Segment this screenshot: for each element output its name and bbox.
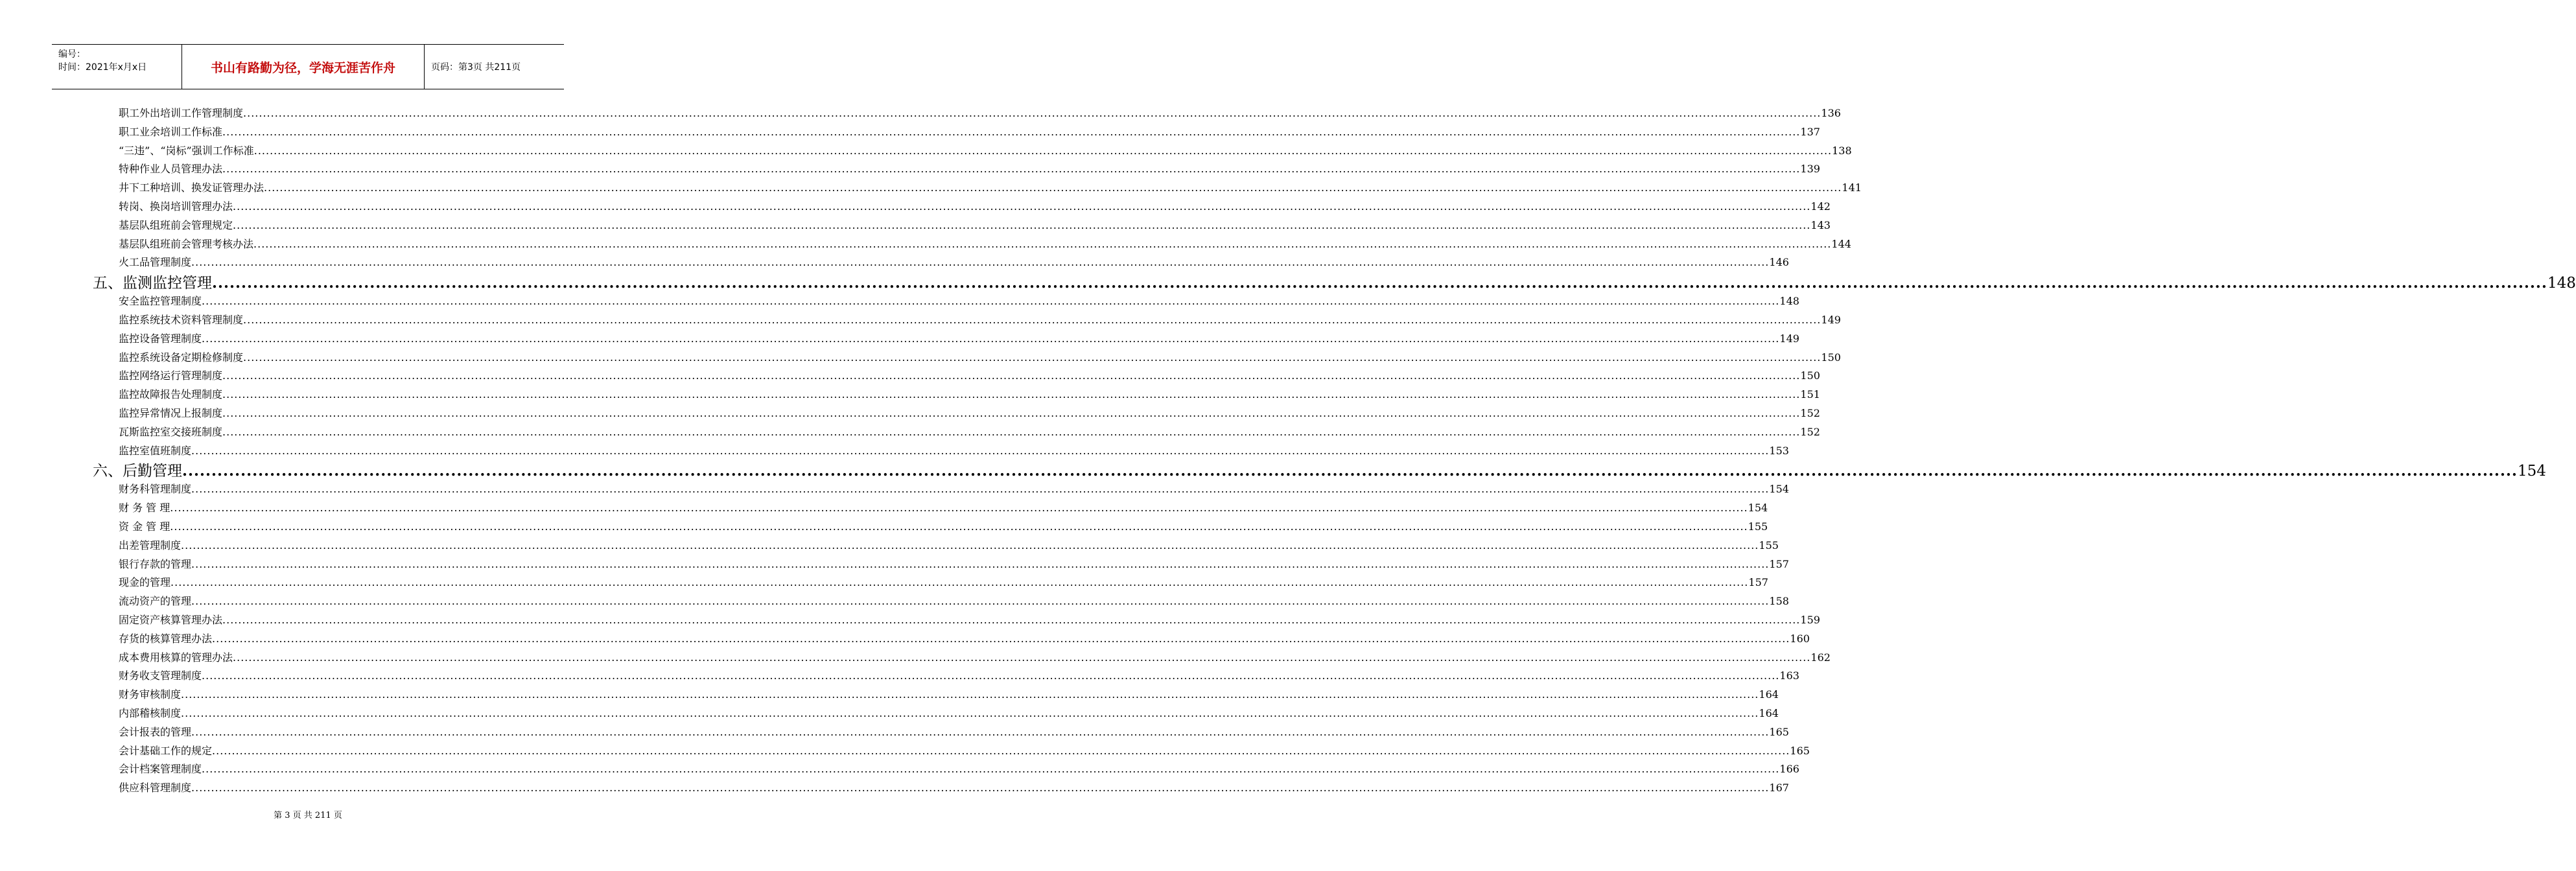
toc-entry-title: 现金的管理 [119,576,171,589]
toc-entry-page-number: 146 [1769,256,1789,269]
toc-dot-leader: ................................................................................................................................................................................................................................................................................................................................................................................................................ [191,483,1770,496]
toc-entry-title: 财务科管理制度 [119,483,192,496]
toc-entry-page-number: 139 [1800,163,1820,176]
toc-dot-leader: ................................................................................................................................................................................................................................................................................................................................................................................................................ [222,163,1801,176]
toc-entry[interactable] [119,425,1820,439]
toc-entry-page-number: 138 [1832,144,1852,157]
toc-entry[interactable] [119,781,1789,795]
toc-entry-page-number: 148 [1779,295,1799,308]
toc-entry-title: 职工外出培训工作管理制度 [119,107,244,119]
toc-entry-page-number: 143 [1810,218,1831,231]
toc-entry[interactable] [119,632,1810,646]
toc-entry-title: 基层队组班前会管理考核办法 [119,237,254,250]
toc-entry-title: 会计档案管理制度 [119,763,202,776]
toc-entry[interactable] [119,651,1831,665]
toc-entry-title: 五、监测监控管理 [93,275,212,292]
toc-entry-page-number: 157 [1769,557,1789,570]
toc-entry-title: 固定资产核算管理办法 [119,614,223,626]
toc-entry[interactable] [119,501,1768,515]
toc-entry-page-number: 159 [1800,614,1820,626]
toc-entry-page-number: 167 [1769,782,1789,795]
toc-entry[interactable] [119,539,1779,553]
toc-entry-page-number: 150 [1821,351,1841,364]
toc-dot-leader: ................................................................................................................................................................................................................................................................................................................................................................................................................ [191,557,1770,570]
toc-dot-leader: ................................................................................................................................................................................................................................................................................................................................................................................................................ [191,444,1770,457]
toc-entry-page-number: 151 [1800,388,1820,401]
page-footer: 第 3 页 共 211 页 [274,811,342,820]
toc-entry-page-number: 148 [2547,275,2576,292]
toc-dot-leader: ................................................................................................................................................................................................................................................................................................................................................................................................................ [212,744,1790,757]
toc-entry-title: 井下工种培训、换发证管理办法 [119,181,264,194]
toc-entry[interactable] [119,744,1810,758]
toc-entry-title: 特种作业人员管理办法 [119,163,223,176]
toc-entry-page-number: 141 [1842,181,1862,194]
toc-entry-title: 安全监控管理制度 [119,295,202,308]
toc-entry[interactable] [119,575,1768,590]
toc-dot-leader: ................................................................................................................................................................................................................................................................................................................................................................................................................ [212,274,2547,292]
toc-dot-leader: ................................................................................................................................................................................................................................................................................................................................................................................................................ [191,782,1770,795]
toc-entry[interactable] [119,725,1789,739]
toc-entry-title: 监控异常情况上报制度 [119,407,223,419]
document-time-label: 时间：2021年x月x日 [58,62,147,73]
toc-entry-page-number: 152 [1800,425,1820,438]
toc-entry[interactable] [119,332,1799,346]
toc-entry[interactable] [119,594,1789,609]
toc-entry-page-number: 136 [1821,107,1841,119]
toc-dot-leader: ................................................................................................................................................................................................................................................................................................................................................................................................................ [222,388,1801,401]
toc-entry[interactable] [119,669,1799,683]
toc-entry-title: 银行存款的管理 [119,557,192,570]
toc-dot-leader: ................................................................................................................................................................................................................................................................................................................................................................................................................ [222,125,1801,138]
toc-entry[interactable] [119,181,1862,195]
toc-entry-title: 监控系统技术资料管理制度 [119,314,244,326]
toc-entry-title: 存货的核算管理办法 [119,632,213,645]
toc-entry-page-number: 155 [1759,539,1779,552]
toc-dot-leader: ................................................................................................................................................................................................................................................................................................................................................................................................................ [181,688,1759,701]
toc-entry[interactable] [119,444,1789,458]
toc-entry-page-number: 160 [1790,632,1810,645]
toc-entry-page-number: 164 [1759,707,1779,719]
toc-dot-leader: ................................................................................................................................................................................................................................................................................................................................................................................................................ [233,218,1811,231]
toc-entry-page-number: 165 [1769,725,1789,738]
toc-entry-title: 成本费用核算的管理办法 [119,651,233,664]
toc-entry[interactable] [119,200,1831,214]
toc-dot-leader: ................................................................................................................................................................................................................................................................................................................................................................................................................ [264,181,1842,194]
toc-entry[interactable] [119,406,1820,421]
toc-entry-page-number: 157 [1748,576,1768,589]
toc-entry[interactable] [119,613,1820,627]
toc-entry[interactable] [119,106,1841,121]
toc-entry[interactable] [119,388,1820,402]
toc-dot-leader: ................................................................................................................................................................................................................................................................................................................................................................................................................ [202,763,1780,776]
toc-dot-leader: ................................................................................................................................................................................................................................................................................................................................................................................................................ [253,237,1832,250]
toc-entry-page-number: 164 [1759,688,1779,701]
toc-entry[interactable] [119,294,1799,308]
toc-entry-page-number: 163 [1779,669,1799,682]
toc-dot-leader: ................................................................................................................................................................................................................................................................................................................................................................................................................ [181,539,1759,552]
toc-entry[interactable] [119,255,1789,270]
toc-dot-leader: ................................................................................................................................................................................................................................................................................................................................................................................................................ [222,425,1801,438]
toc-entry[interactable] [119,218,1831,233]
toc-dot-leader: ................................................................................................................................................................................................................................................................................................................................................................................................................ [233,651,1811,664]
toc-entry[interactable] [119,237,1851,251]
toc-dot-leader: ................................................................................................................................................................................................................................................................................................................................................................................................................ [170,502,1748,515]
toc-dot-leader: ................................................................................................................................................................................................................................................................................................................................................................................................................ [243,351,1821,364]
toc-entry[interactable] [119,351,1841,365]
toc-entry-title: 内部稽核制度 [119,707,181,719]
toc-dot-leader: ................................................................................................................................................................................................................................................................................................................................................................................................................ [243,107,1821,119]
toc-entry-title: 瓦斯监控室交接班制度 [119,425,223,438]
toc-entry[interactable] [119,482,1789,496]
toc-entry-page-number: 162 [1810,651,1831,664]
toc-entry-title: 财 务 管 理 [119,502,170,515]
toc-entry-page-number: 158 [1769,595,1789,608]
toc-dot-leader: ................................................................................................................................................................................................................................................................................................................................................................................................................ [253,144,1832,157]
toc-entry-page-number: 149 [1821,314,1841,326]
toc-dot-leader: ................................................................................................................................................................................................................................................................................................................................................................................................................ [243,314,1821,326]
toc-dot-leader: ................................................................................................................................................................................................................................................................................................................................................................................................................ [222,369,1801,382]
toc-entry-page-number: 154 [2517,463,2546,480]
toc-dot-leader: ................................................................................................................................................................................................................................................................................................................................................................................................................ [191,595,1770,608]
document-code-label: 编号： [58,49,86,60]
toc-entry-title: 流动资产的管理 [119,595,192,608]
toc-entry-title: “三违”、“岗标”强训工作标准 [119,144,254,157]
toc-entry-page-number: 144 [1831,237,1851,250]
toc-dot-leader: ................................................................................................................................................................................................................................................................................................................................................................................................................ [191,256,1770,269]
toc-entry-title: 监控网络运行管理制度 [119,369,223,382]
toc-entry[interactable] [119,144,1852,158]
toc-entry[interactable] [119,688,1779,702]
toc-entry-title: 财务收支管理制度 [119,669,202,682]
toc-entry-title: 出差管理制度 [119,539,181,552]
toc-dot-leader: ................................................................................................................................................................................................................................................................................................................................................................................................................ [233,200,1811,213]
toc-entry[interactable] [119,369,1820,383]
toc-dot-leader: ................................................................................................................................................................................................................................................................................................................................................................................................................ [170,520,1748,533]
toc-entry-title: 供应科管理制度 [119,782,192,795]
toc-entry-title: 基层队组班前会管理规定 [119,218,233,231]
header-page-info: 页码：第3页 共211页 [431,62,521,73]
header-motto: 书山有路勤为径，学海无涯苦作舟 [210,60,395,75]
toc-section-entry[interactable] [93,461,2546,481]
toc-dot-leader: ................................................................................................................................................................................................................................................................................................................................................................................................................ [212,632,1790,645]
toc-dot-leader: ................................................................................................................................................................................................................................................................................................................................................................................................................ [181,707,1759,719]
toc-entry[interactable] [119,313,1841,327]
toc-entry[interactable] [119,125,1820,139]
toc-entry-title: 职工业余培训工作标准 [119,125,223,138]
toc-entry-title: 会计基础工作的规定 [119,744,213,757]
toc-entry-page-number: 137 [1800,125,1820,138]
toc-entry-page-number: 165 [1790,744,1810,757]
toc-dot-leader: ................................................................................................................................................................................................................................................................................................................................................................................................................ [202,332,1780,345]
toc-dot-leader: ................................................................................................................................................................................................................................................................................................................................................................................................................ [202,295,1780,308]
toc-entry[interactable] [119,557,1789,572]
toc-entry[interactable] [119,762,1799,776]
toc-entry-page-number: 142 [1810,200,1831,213]
toc-entry-title: 监控室值班制度 [119,444,192,457]
toc-dot-leader: ................................................................................................................................................................................................................................................................................................................................................................................................................ [182,462,2518,480]
toc-dot-leader: ................................................................................................................................................................................................................................................................................................................................................................................................................ [191,725,1770,738]
toc-section-entry[interactable] [93,273,2576,293]
toc-entry-page-number: 150 [1800,369,1820,382]
toc-entry-title: 财务审核制度 [119,688,181,701]
toc-entry-title: 转岗、换岗培训管理办法 [119,200,233,213]
toc-entry-title: 六、后勤管理 [93,463,182,480]
toc-entry-page-number: 154 [1748,502,1768,515]
toc-entry-page-number: 153 [1769,444,1789,457]
toc-dot-leader: ................................................................................................................................................................................................................................................................................................................................................................................................................ [222,407,1801,419]
toc-entry-title: 会计报表的管理 [119,725,192,738]
toc-entry-title: 火工品管理制度 [119,256,192,269]
toc-entry[interactable] [119,162,1820,176]
toc-entry-page-number: 152 [1800,407,1820,419]
toc-entry[interactable] [119,520,1768,534]
toc-dot-leader: ................................................................................................................................................................................................................................................................................................................................................................................................................ [222,614,1801,626]
toc-entry-title: 监控故障报告处理制度 [119,388,223,401]
toc-entry[interactable] [119,706,1779,721]
toc-entry-page-number: 166 [1779,763,1799,776]
toc-entry-title: 资 金 管 理 [119,520,170,533]
toc-entry-title: 监控设备管理制度 [119,332,202,345]
toc-dot-leader: ................................................................................................................................................................................................................................................................................................................................................................................................................ [170,576,1749,589]
toc-entry-page-number: 154 [1769,483,1789,496]
toc-dot-leader: ................................................................................................................................................................................................................................................................................................................................................................................................................ [202,669,1780,682]
toc-entry-page-number: 155 [1748,520,1768,533]
toc-entry-page-number: 149 [1779,332,1799,345]
toc-entry-title: 监控系统设备定期检修制度 [119,351,244,364]
